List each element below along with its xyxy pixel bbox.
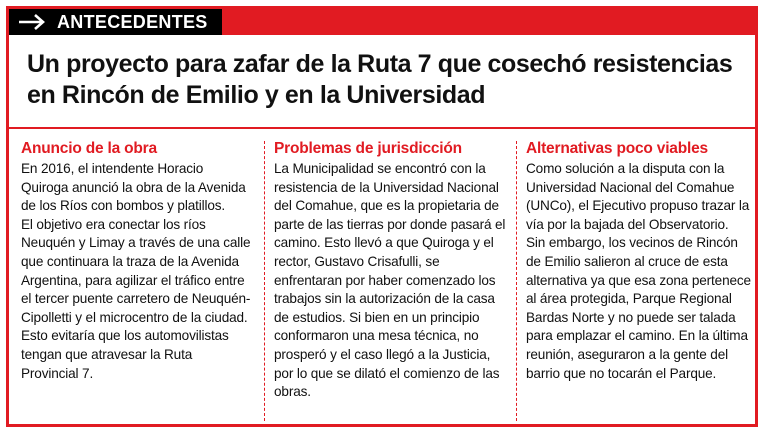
section-tag (9, 9, 222, 35)
column-separator (264, 141, 265, 421)
column-title: Anuncio de la obra (21, 140, 157, 157)
column-paragraph: La Municipalidad se encontró con la resistencia de la Universidad Nacional del Comahue, que es la propietaria de parte de las tierras por donde pasará el camino. Esto llevó a que Quiroga y el rector, Gustavo Crisafulli, se enfrentaran por haber comenzado los trabajos sin la autorización de la casa de estudios. Si bien en un principio conformaron una mesa técnica, no prosperó y el caso llegó a la Justicia, por lo que se dilató el comienzo de las obras. (274, 161, 506, 400)
column-paragraph: Sin embargo, los vecinos de Rincón de Emilio salieron al cruce de esta alternativa ya que esa zona pertenece al área protegida, Parque Regional Bardas Norte y no puede ser talada para emplazar el camino. En la última reunión, aseguraron a la gente del barrio que no tocarán el Parque. (526, 235, 751, 381)
column-separator (516, 141, 517, 421)
column-paragraph: Esto evitaría que los automovilistas tengan que atravesar la Ruta Provincial 7. (21, 328, 229, 381)
column-title: Alternativas poco viables (526, 140, 708, 157)
column-alternativas (526, 139, 752, 383)
column-paragraph: En 2016, el intendente Horacio Quiroga anunció la obra de la Avenida de los Ríos con bombos y platillos. (21, 161, 246, 214)
column-paragraph: El objetivo era conectar los ríos Neuquén y Limay a través de una calle que continuara la traza de la Avenida Argentina, para agilizar el tráfico entre el tercer puente carretero de Neuquén-Cipolletti y el microcentro de la ciudad. (21, 216, 251, 325)
arrow-right-icon (17, 12, 47, 32)
column-anuncio (21, 139, 253, 383)
section-band (9, 9, 755, 35)
column-paragraph: Como solución a la disputa con la Universidad Nacional del Comahue (UNCo), el Ejecutivo propuso trazar la vía por la bajada del Observatorio. (526, 161, 750, 232)
headline-divider (9, 127, 755, 129)
headline: Un proyecto para zafar de la Ruta 7 que cosechó resistencias en Rincón de Emilio y en la Universidad (27, 50, 733, 109)
column-title: Problemas de jurisdicción (274, 140, 462, 157)
section-label: ANTECEDENTES (57, 11, 208, 32)
column-jurisdiccion (274, 139, 506, 402)
infobox-frame (6, 6, 758, 427)
